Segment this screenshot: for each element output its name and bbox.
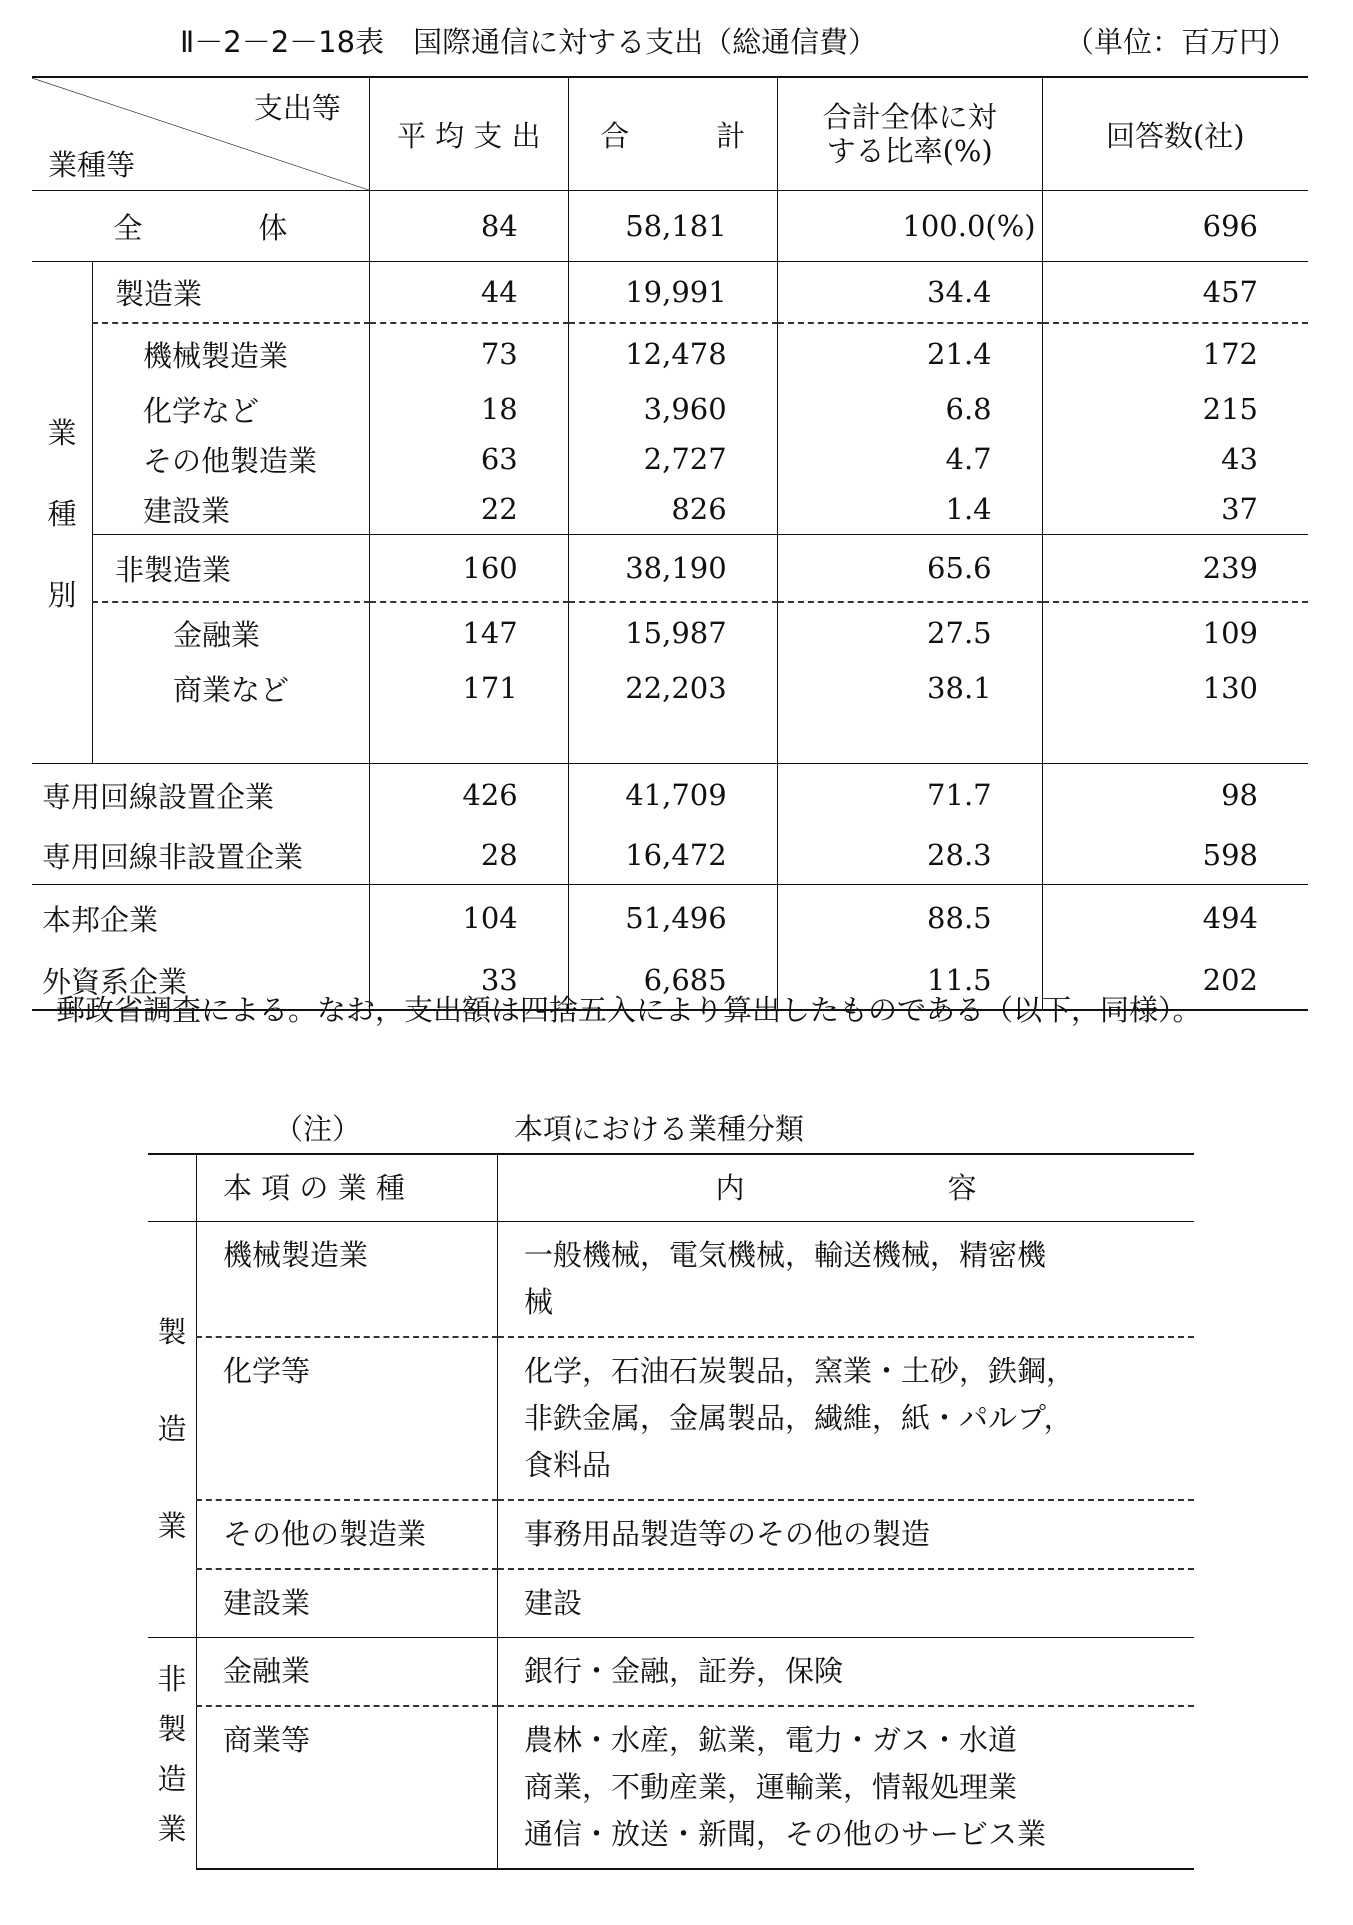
table-row: その他の製造業 事務用品製造等のその他の製造 [148,1500,1194,1569]
table-row: 建設業 22 826 1.4 37 [32,484,1308,535]
header-row [32,77,1308,191]
diagonal-header-cell [32,77,369,191]
table-row: 商業など 171 22,203 38.1 130 [32,663,1308,713]
table-row: 非製造業 160 38,190 65.6 239 [32,535,1308,603]
note-title: 本項における業種分類 [514,1112,805,1146]
table-row: 外資系企業 33 6,685 11.5 202 [32,951,1308,1010]
table-row: 製 造 業 機械製造業 一般機械，電気機械，輸送機械，精密機 械 [148,1222,1194,1338]
header-industry-label: 業種等 [48,148,136,182]
table-row: 建設業 建設 [148,1569,1194,1638]
total-label: 全 体 [32,191,369,262]
table-row: 全 体 84 58,181 100.0(%) 696 [32,191,1308,262]
table-row: 本邦企業 104 51,496 88.5 494 [32,885,1308,952]
col-content: 内 容 [498,1154,1195,1222]
classification-table [148,1153,1194,1870]
source-footnote: 郵政省調査による。なお，支出額は四捨五入により算出したものである（以下，同様）。 [56,993,1202,1027]
table-row: 金融業 147 15,987 27.5 109 [32,602,1308,663]
table-row: 商業等 農林・水産，鉱業，電力・ガス・水道 商業，不動産業，運輸業，情報処理業 通信・放送・新聞，その他のサービス業 [148,1706,1194,1869]
table-row: その他製造業 63 2,727 4.7 43 [32,434,1308,484]
table-row: 化学等 化学，石油石炭製品，窯業・土砂，鉄鋼， 非鉄金属，金属製品，繊維，紙・パルプ， 食料品 [148,1337,1194,1500]
col-industry: 本 項 の 業 種 [197,1154,498,1222]
col-avg: 平 均 支 出 [369,77,568,191]
manufacturing-side-label: 製 造 業 [148,1222,197,1638]
col-ratio: 合計全体に対する比率(%) [777,77,1042,191]
table-row: 専用回線非設置企業 28 16,472 28.3 598 [32,826,1308,885]
industry-side-label: 業 種 別 [32,262,92,764]
expenditure-table [32,76,1308,1011]
col-sum: 合 計 [568,77,777,191]
note-header-row [148,1154,1194,1222]
table-row: 専用回線設置企業 426 41,709 71.7 98 [32,764,1308,827]
note-label: （注） [274,1112,362,1146]
table-row: 非 製 造 業 金融業 銀行・金融，証券，保険 [148,1638,1194,1707]
table-row: 機械製造業 73 12,478 21.4 172 [32,323,1308,384]
table-row: 化学など 18 3,960 6.8 215 [32,384,1308,434]
table-row: 業 種 別 製造業 44 19,991 34.4 457 [32,262,1308,324]
col-count: 回答数(社) [1042,77,1308,191]
non-manufacturing-side-label: 非 製 造 業 [148,1638,197,1870]
table-title: Ⅱ－2－2－18表 国際通信に対する支出（総通信費） [180,25,878,59]
header-expense-label: 支出等 [253,91,341,125]
unit-label: （単位：百万円） [1065,25,1298,59]
